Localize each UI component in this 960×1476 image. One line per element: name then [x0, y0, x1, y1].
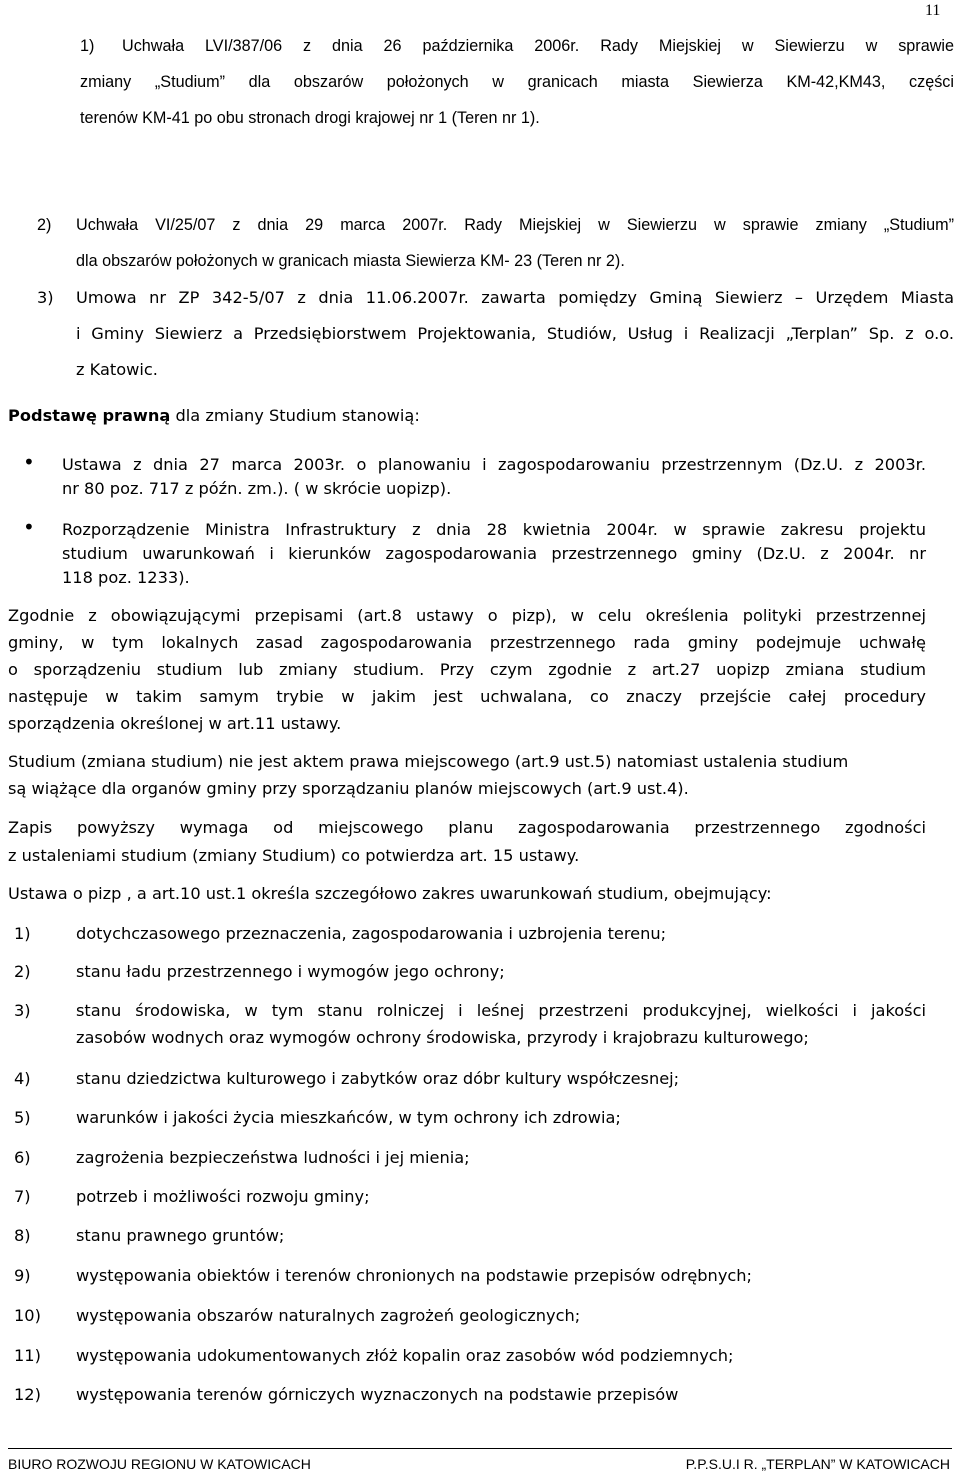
scope-item-text: stanu prawnego gruntów;	[76, 1226, 285, 1245]
scope-item-text: potrzeb i możliwości rozwoju gminy;	[76, 1187, 370, 1206]
scope-item-number: 12)	[14, 1385, 41, 1404]
scope-item-text: występowania udokumentowanych złóż kopalin oraz zasobów wód podziemnych;	[76, 1346, 734, 1365]
scope-item-number: 10)	[14, 1306, 41, 1325]
legal-basis-bold: Podstawę prawną	[8, 406, 171, 425]
paragraph-line: Zgodnie z obowiązującymi przepisami (art.8 ustawy o pizp), w celu określenia polityki przestrzennej	[8, 606, 926, 625]
paragraph-line: o sporządzeniu studium lub zmiany studium. Przy czym zgodnie z art.27 uopizp zmiana studium	[8, 660, 926, 679]
bullet-1-line-2: nr 80 poz. 717 z późn. zm.). ( w skrócie uopizp).	[62, 479, 452, 498]
scope-item-number: 8)	[14, 1226, 31, 1245]
scope-item-number: 2)	[14, 962, 31, 981]
paragraph-line: Studium (zmiana studium) nie jest aktem prawa miejscowego (art.9 ust.5) natomiast ustalenia studium	[8, 752, 849, 771]
intro-item-3-line-2: i Gminy Siewierz a Przedsiębiorstwem Projektowania, Studiów, Usług i Realizacji „Terplan” Sp. z o.o.	[76, 324, 954, 343]
intro-item-2-line-1: Uchwała VI/25/07 z dnia 29 marca 2007r. Rady Miejskiej w Siewierzu w sprawie zmiany „Studium”	[76, 216, 954, 234]
footer-divider	[8, 1448, 952, 1449]
bullet-icon: •	[23, 515, 35, 539]
scope-item-number: 7)	[14, 1187, 31, 1206]
paragraph-line: Zapis powyższy wymaga od miejscowego planu zagospodarowania przestrzennego zgodności	[8, 818, 926, 837]
scope-item-text: zasobów wodnych oraz wymogów ochrony środowiska, przyrody i krajobrazu kulturowego;	[76, 1028, 809, 1047]
scope-item-text: stanu ładu przestrzennego i wymogów jego ochrony;	[76, 962, 505, 981]
scope-item-number: 3)	[14, 1001, 31, 1020]
footer-right: P.P.S.U.I R. „TERPLAN” W KATOWICACH	[685, 1456, 950, 1472]
scope-item-number: 9)	[14, 1266, 31, 1285]
legal-basis-heading	[8, 406, 420, 425]
page-number: 11	[925, 2, 941, 19]
scope-item-text: stanu środowiska, w tym stanu rolniczej i leśnej przestrzeni produkcyjnej, wielkości i jakości	[76, 1001, 926, 1020]
bullet-2-line-3: 118 poz. 1233).	[62, 568, 190, 587]
intro-item-1-line-1: Uchwała LVI/387/06 z dnia 26 października 2006r. Rady Miejskiej w Siewierzu w sprawie	[122, 37, 954, 55]
paragraph-line: sporządzenia określonej w art.11 ustawy.	[8, 714, 342, 733]
scope-item-text: warunków i jakości życia mieszkańców, w tym ochrony ich zdrowia;	[76, 1108, 621, 1127]
intro-item-1-number: 1)	[80, 37, 95, 55]
intro-item-2-line-2: dla obszarów położonych w granicach miasta Siewierza KM- 23 (Teren nr 2).	[76, 252, 625, 270]
legal-basis-rest: dla zmiany Studium stanowią:	[170, 406, 420, 425]
intro-item-1-line-3: terenów KM-41 po obu stronach drogi krajowej nr 1 (Teren nr 1).	[80, 109, 540, 127]
bullet-2-line-1: Rozporządzenie Ministra Infrastruktury z dnia 28 kwietnia 2004r. w sprawie zakresu projektu	[62, 520, 926, 539]
scope-item-text: zagrożenia bezpieczeństwa ludności i jej mienia;	[76, 1148, 470, 1167]
paragraph-line: Ustawa o pizp , a art.10 ust.1 określa szczegółowo zakres uwarunkowań studium, obejmujący:	[8, 884, 772, 903]
bullet-icon: •	[23, 450, 35, 474]
scope-item-number: 11)	[14, 1346, 41, 1365]
intro-item-3-number: 3)	[37, 288, 54, 307]
paragraph-line: są wiążące dla organów gminy przy sporządzaniu planów miejscowych (art.9 ust.4).	[8, 779, 689, 798]
intro-item-3-line-1: Umowa nr ZP 342-5/07 z dnia 11.06.2007r. zawarta pomiędzy Gminą Siewierz – Urzędem Miasta	[76, 288, 954, 307]
intro-item-3-line-3: z Katowic.	[76, 360, 158, 379]
scope-item-text: dotychczasowego przeznaczenia, zagospodarowania i uzbrojenia terenu;	[76, 924, 667, 943]
intro-item-1-line-2: zmiany „Studium” dla obszarów położonych w granicach miasta Siewierza KM-42,KM43, części	[80, 73, 954, 91]
scope-item-number: 6)	[14, 1148, 31, 1167]
paragraph-line: z ustaleniami studium (zmiany Studium) co potwierdza art. 15 ustawy.	[8, 846, 580, 865]
scope-item-number: 1)	[14, 924, 31, 943]
scope-item-text: występowania obszarów naturalnych zagrożeń geologicznych;	[76, 1306, 581, 1325]
footer-left: BIURO ROZWOJU REGIONU W KATOWICACH	[8, 1456, 311, 1472]
scope-item-text: stanu dziedzictwa kulturowego i zabytków oraz dóbr kultury współczesnej;	[76, 1069, 680, 1088]
scope-item-number: 4)	[14, 1069, 31, 1088]
intro-item-2-number: 2)	[37, 216, 52, 234]
scope-item-number: 5)	[14, 1108, 31, 1127]
scope-item-text: występowania obiektów i terenów chronionych na podstawie przepisów odrębnych;	[76, 1266, 753, 1285]
paragraph-line: gminy, w tym lokalnych zasad zagospodarowania przestrzennego rada gminy podejmuje uchwałę	[8, 633, 926, 652]
bullet-2-line-2: studium uwarunkowań i kierunków zagospodarowania przestrzennego gminy (Dz.U. z 2004r. nr	[62, 544, 926, 563]
paragraph-line: następuje w takim samym trybie w jakim jest uchwalana, co znaczy przejście całej procedury	[8, 687, 926, 706]
scope-item-text: występowania terenów górniczych wyznaczonych na podstawie przepisów	[76, 1385, 679, 1404]
bullet-1-line-1: Ustawa z dnia 27 marca 2003r. o planowaniu i zagospodarowaniu przestrzennym (Dz.U. z 2003r.	[62, 455, 926, 474]
